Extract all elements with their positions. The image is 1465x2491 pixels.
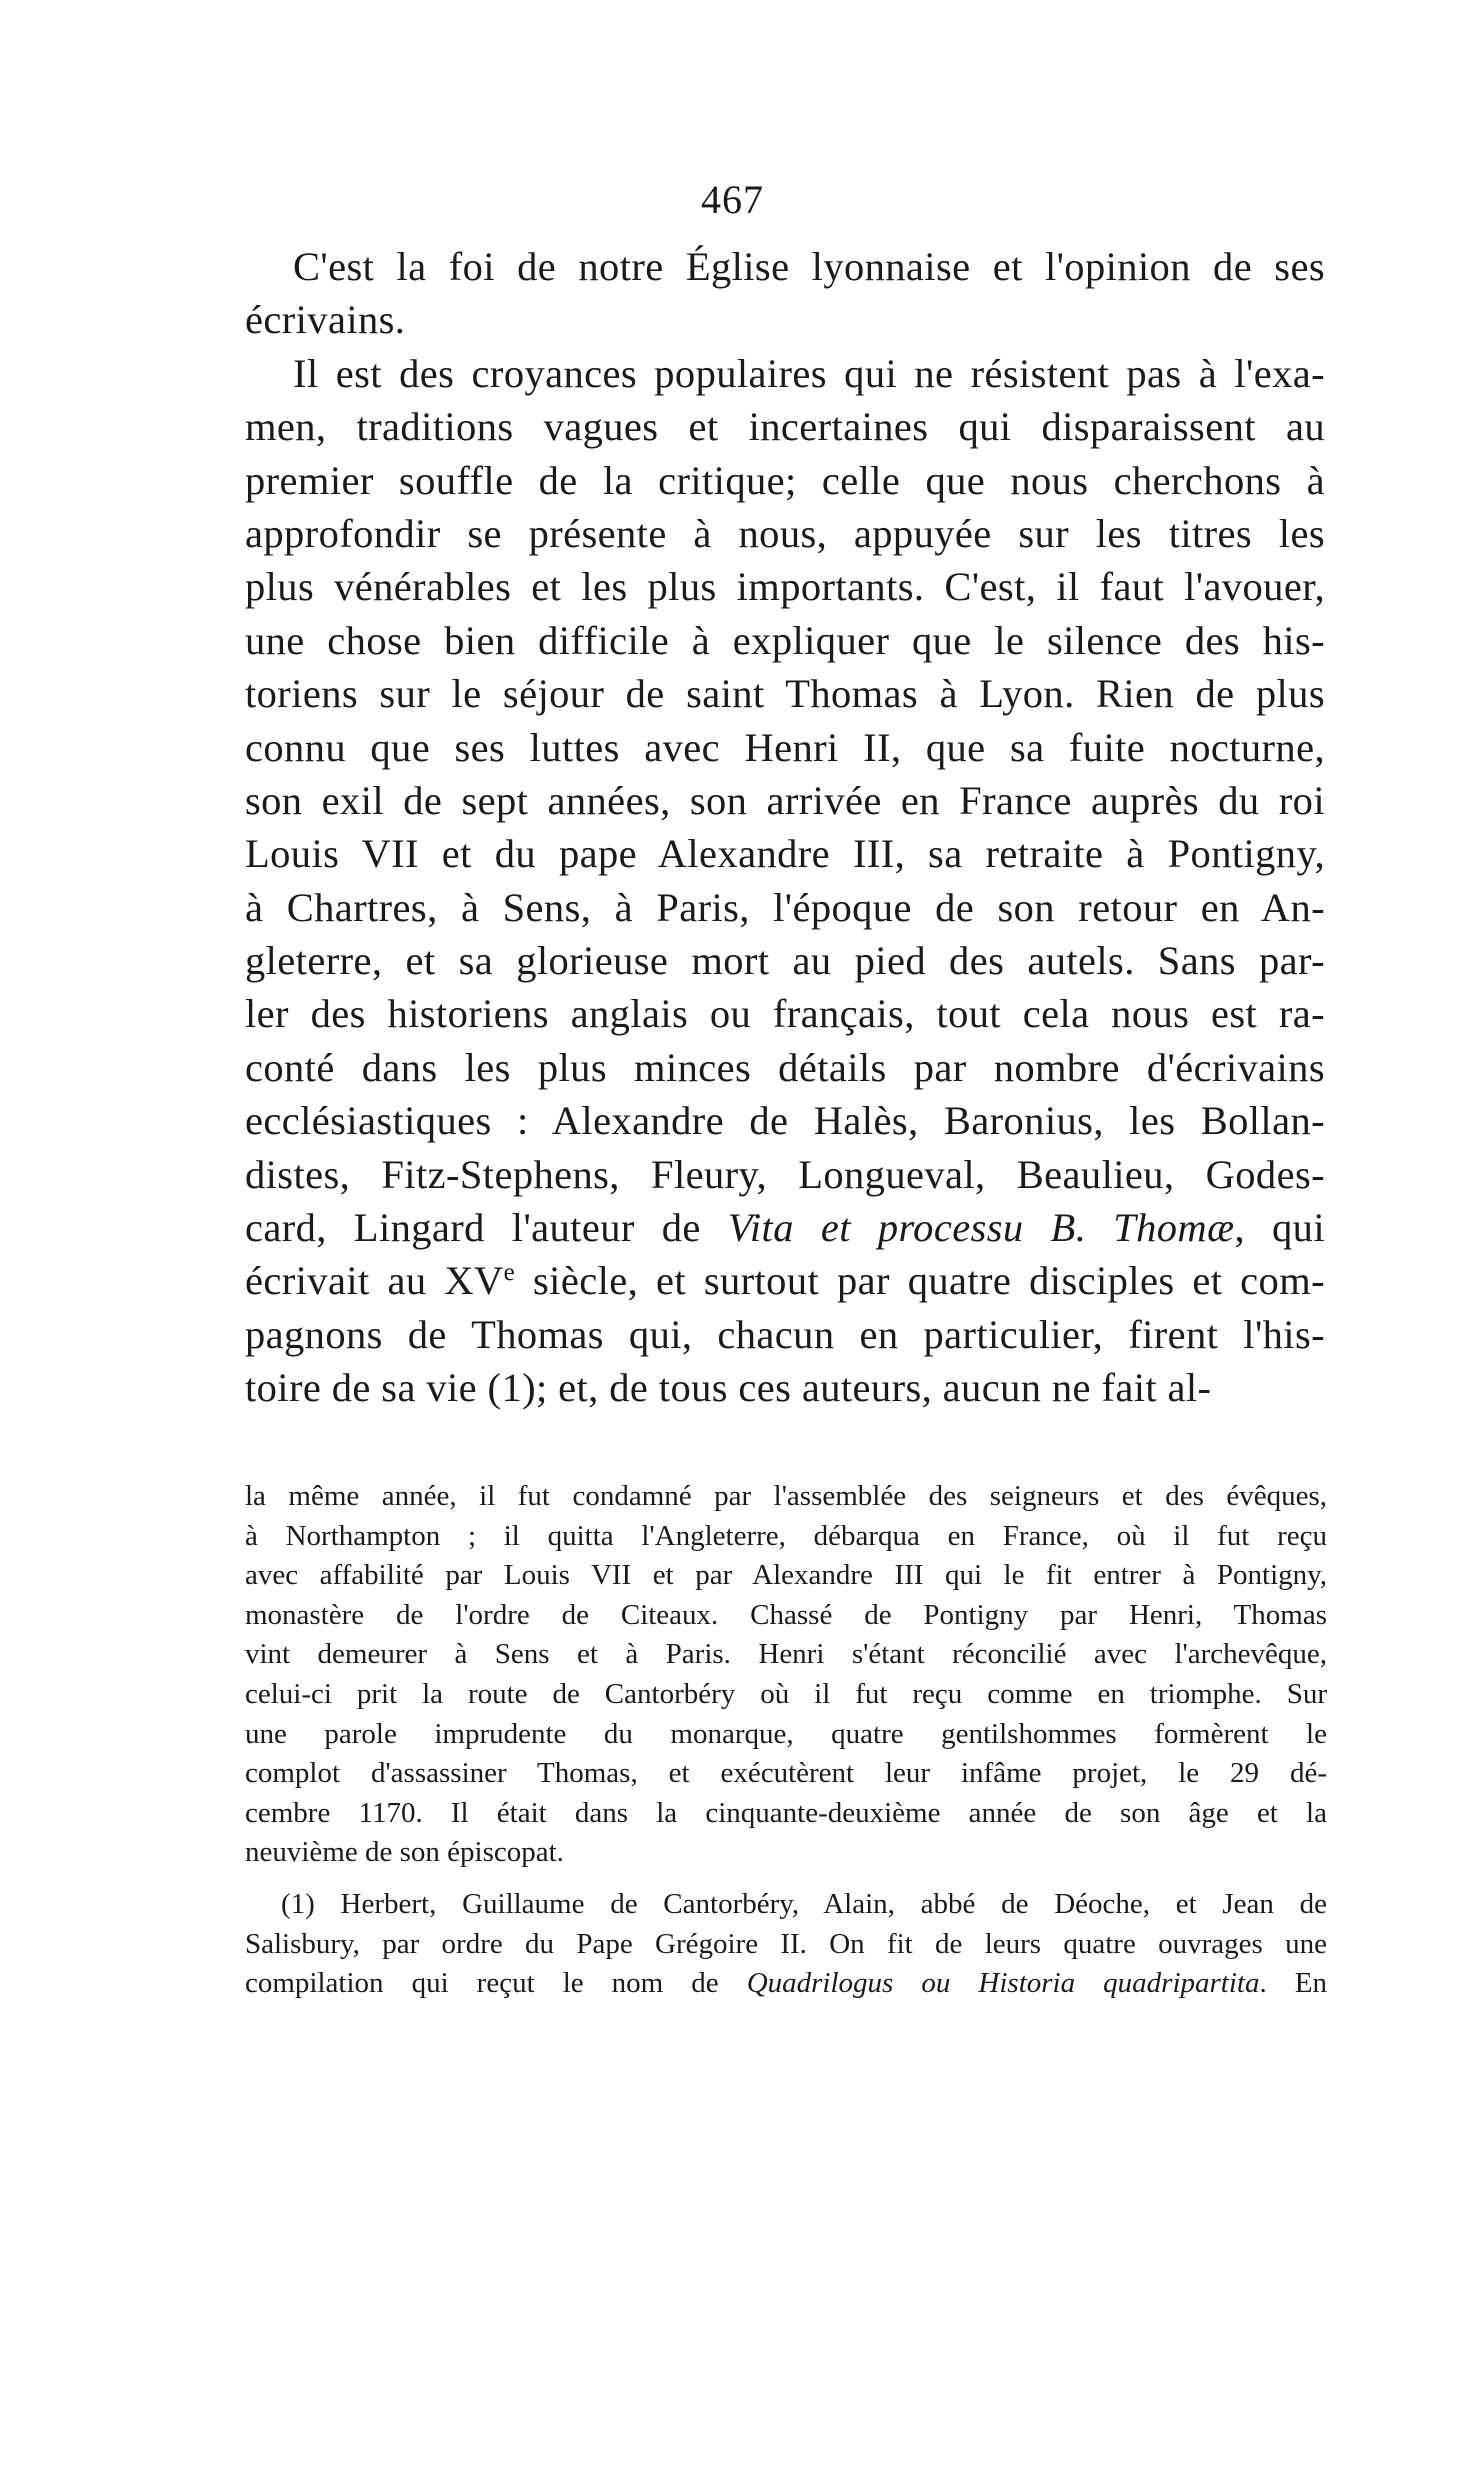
text-line: pagnons de Thomas qui, chacun en particulier, firent l'his-: [245, 1311, 1325, 1357]
text-line: approfondir se présente à nous, appuyée sur les titres les: [245, 510, 1325, 556]
footnote-continuation: [245, 1477, 1327, 1873]
text-fragment: , qui: [1234, 1205, 1325, 1251]
text-line: toriens sur le séjour de saint Thomas à Lyon. Rien de plus: [245, 671, 1325, 717]
footnote-text: compilation qui reçut le nom de: [245, 1967, 747, 2000]
page-number: 467: [701, 177, 764, 222]
footnote-line: monastère de l'ordre de Citeaux. Chassé de Pontigny par Henri, Thomas: [245, 1598, 1327, 1631]
footnote-line: complot d'assassiner Thomas, et exécutèrent leur infâme projet, le 29 dé-: [245, 1757, 1327, 1790]
footnotes: [245, 1477, 1327, 2004]
superscript: e: [503, 1259, 516, 1287]
text-line: plus vénérables et les plus importants. C'est, il faut l'avouer,: [245, 564, 1325, 610]
text-line: [245, 1254, 1325, 1307]
footnote-line: la même année, il fut condamné par l'assemblée des seigneurs et des évêques,: [245, 1480, 1327, 1512]
text-line: écrivains.: [245, 297, 406, 343]
footnote-line: une parole imprudente du monarque, quatre gentilshommes formèrent le: [245, 1717, 1327, 1750]
footnote-line: vint demeurer à Sens et à Paris. Henri s'étant réconcilié avec l'archevêque,: [245, 1638, 1327, 1671]
text-line: premier souffle de la critique; celle que nous cherchons à: [245, 457, 1325, 503]
footnote-line: Salisbury, par ordre du Pape Grégoire II. On fit de leurs quatre ouvrages une: [245, 1927, 1327, 1960]
footnote-line: celui-ci prit la route de Cantorbéry où il fut reçu comme en triomphe. Sur: [245, 1677, 1327, 1710]
text-fragment: card, Lingard l'auteur de: [245, 1205, 728, 1251]
text-line: [245, 1201, 1325, 1254]
text-line: toire de sa vie (1); et, de tous ces auteurs, aucun ne fait al-: [245, 1365, 1212, 1411]
footnote-line: (1) Herbert, Guillaume de Cantorbéry, Alain, abbé de Déoche, et Jean de: [281, 1887, 1327, 1920]
text-line: Louis VII et du pape Alexandre III, sa retraite à Pontigny,: [245, 831, 1325, 877]
footnote-line: cembre 1170. Il était dans la cinquante-deuxième année de son âge et la: [245, 1796, 1327, 1829]
text-line: men, traditions vagues et incertaines qui disparaissent au: [245, 404, 1325, 450]
text-line: ler des historiens anglais ou français, tout cela nous est ra-: [245, 991, 1325, 1037]
footnote-text: . En: [1259, 1967, 1327, 2000]
footnote-line: [245, 1964, 1327, 2004]
footnote-italic-title: Quadrilogus ou Historia quadripartita: [746, 1967, 1260, 2000]
text-line: Il est des croyances populaires qui ne résistent pas à l'exa-: [293, 350, 1325, 396]
text-line: C'est la foi de notre Église lyonnaise et l'opinion de ses: [293, 244, 1325, 289]
text-line: une chose bien difficile à expliquer que le silence des his-: [245, 617, 1325, 663]
text-line: à Chartres, à Sens, à Paris, l'époque de son retour en An-: [245, 884, 1325, 930]
italic-title: Vita et processu B. Thomæ: [727, 1205, 1235, 1251]
text-line: gleterre, et sa glorieuse mort au pied des autels. Sans par-: [245, 938, 1325, 984]
text-line: connu que ses luttes avec Henri II, que sa fuite nocturne,: [245, 724, 1325, 770]
text-fragment: siècle, et surtout par quatre disciples et com-: [515, 1258, 1325, 1304]
footnote-line: à Northampton ; il quitta l'Angleterre, débarqua en France, où il fut reçu: [245, 1519, 1327, 1552]
footnote-1: [245, 1885, 1327, 2004]
footnote-line: avec affabilité par Louis VII et par Alexandre III qui le fit entrer à Pontigny,: [245, 1559, 1327, 1592]
text-line: conté dans les plus minces détails par nombre d'écrivains: [245, 1044, 1325, 1090]
footnote-line: neuvième de son épiscopat.: [245, 1836, 564, 1869]
text-line: distes, Fitz-Stephens, Fleury, Longueval, Beaulieu, Godes-: [245, 1151, 1325, 1197]
text-fragment: écrivait au XV: [245, 1258, 504, 1304]
text-line: ecclésiastiques : Alexandre de Halès, Baronius, les Bollan-: [245, 1098, 1325, 1144]
text-line: son exil de sept années, son arrivée en France auprès du roi: [245, 777, 1325, 823]
main-text: [245, 240, 1325, 1415]
